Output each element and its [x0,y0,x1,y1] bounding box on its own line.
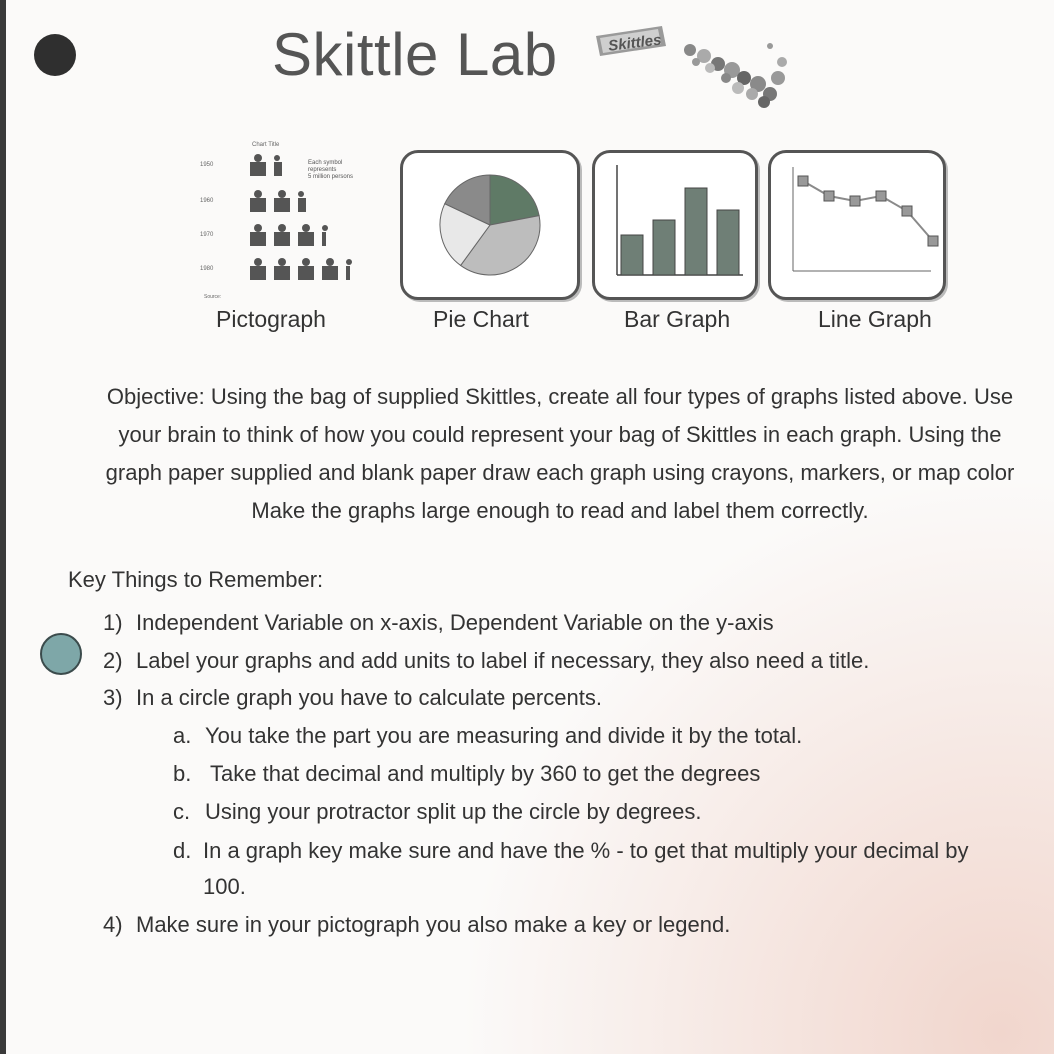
bar-graph-svg [595,153,755,297]
caption-pictograph: Pictograph [216,306,326,332]
list-item: Label your graphs and add units to label if necessary, they also need a title. [136,648,870,673]
list-number: 1) [103,610,123,635]
list-number: 4) [103,912,123,937]
pie-chart-example [400,150,580,300]
person-icon [346,259,352,280]
list-number: 2) [103,648,123,673]
list-item: Independent Variable on x-axis, Dependent Variable on the y-axis [136,610,774,635]
person-icon-body [298,198,306,212]
caption-pie-chart: Pie Chart [433,306,529,332]
person-icon-body [274,198,290,212]
person-icon-body [298,232,314,246]
pictograph-row-label: 1950 [200,162,214,168]
person-icon-head [254,154,262,162]
person-icon [250,190,266,212]
person-icon [250,154,266,176]
sublist-item: Take that decimal and multiply by 360 to get the degrees [210,761,761,786]
sublist-item: Using your protractor split up the circle by degrees. [205,799,702,824]
person-icon-head [274,155,280,161]
person-icon [298,258,314,280]
bar [621,235,643,275]
objective-line: graph paper supplied and blank paper draw each graph using crayons, markers, or map color [105,460,1015,485]
person-icon-head [302,224,310,232]
logo-text: Skittles [607,31,663,55]
person-icon-head [298,191,304,197]
person-icon-head [254,224,262,232]
line-point [902,206,912,216]
person-icon [274,155,282,176]
pictograph-example [196,138,406,298]
person-icon-head [278,224,286,232]
caption-bar-graph: Bar Graph [624,306,731,332]
punch-hole-top [34,34,76,76]
person-icon-body [274,266,290,280]
list-number: 3) [103,685,123,710]
line-point [850,196,860,206]
pie-chart-svg [403,153,577,297]
objective-paragraph [60,378,1054,530]
person-icon-body [250,162,266,176]
person-icon-body [274,162,282,176]
person-icon-head [302,258,310,266]
sublist-letter: d. [173,838,192,863]
pictograph-row-label: 1970 [200,232,214,238]
skittles-bag-image [592,22,796,114]
person-icon-body [250,198,266,212]
person-icon-body [250,266,266,280]
person-icon-head [254,258,262,266]
line-point [824,191,834,201]
bar [717,210,739,275]
person-icon [274,258,290,280]
person-icon-body [346,266,350,280]
page-edge [0,0,6,1054]
person-icon-head [322,225,328,231]
line-graph-svg [771,153,943,297]
person-icon [322,225,328,246]
person-icon-head [254,190,262,198]
pictograph-title: Chart Title [252,142,280,148]
person-icon [250,224,266,246]
sublist-item-continued: 100. [203,874,246,899]
objective-line: your brain to think of how you could represent your bag of Skittles in each graph. Using the [118,422,1002,447]
bar [685,188,707,275]
person-icon-head [326,258,334,266]
person-icon-head [278,190,286,198]
person-icon-body [322,232,326,246]
line-series [803,181,933,241]
person-icon-body [274,232,290,246]
list-item: Make sure in your pictograph you also make a key or legend. [136,912,731,937]
person-icon [298,191,306,212]
person-icon-body [250,232,266,246]
pictograph-person-icons [250,154,352,280]
person-icon [298,224,314,246]
pictograph-key-line: represents [308,167,337,173]
person-icon [274,224,290,246]
key-things-heading: Key Things to Remember: [68,567,324,592]
pictograph-source: Source: [204,294,222,298]
person-icon [250,258,266,280]
person-icon-head [346,259,352,265]
sublist-item: In a graph key make sure and have the % - to get that multiply your decimal by [203,838,969,863]
caption-line-graph: Line Graph [818,306,932,332]
list-item: In a circle graph you have to calculate percents. [136,685,602,710]
person-icon [274,190,290,212]
sublist-letter: c. [173,799,191,824]
line-point [798,176,808,186]
page-title: Skittle Lab [272,21,558,88]
objective-line: Make the graphs large enough to read and label them correctly. [251,498,869,523]
pictograph-key-line: 5 million persons [308,174,354,180]
bar-graph-example [592,150,758,300]
line-graph-example [768,150,946,300]
sublist-item: You take the part you are measuring and divide it by the total. [205,723,803,748]
sublist-letter: b. [173,761,192,786]
punch-hole-middle [40,633,82,675]
pictograph-row-label: 1960 [200,198,214,204]
line-point [928,236,938,246]
bar [653,220,675,275]
sublist-letter: a. [173,723,192,748]
line-point [876,191,886,201]
person-icon-head [278,258,286,266]
objective-line: Objective: Using the bag of supplied Skittles, create all four types of graphs listed above. Use [106,384,1014,409]
person-icon-body [298,266,314,280]
pictograph-row-label: 1980 [200,266,214,272]
pictograph-key-line: Each symbol [308,160,343,166]
person-icon [322,258,338,280]
person-icon-body [322,266,338,280]
